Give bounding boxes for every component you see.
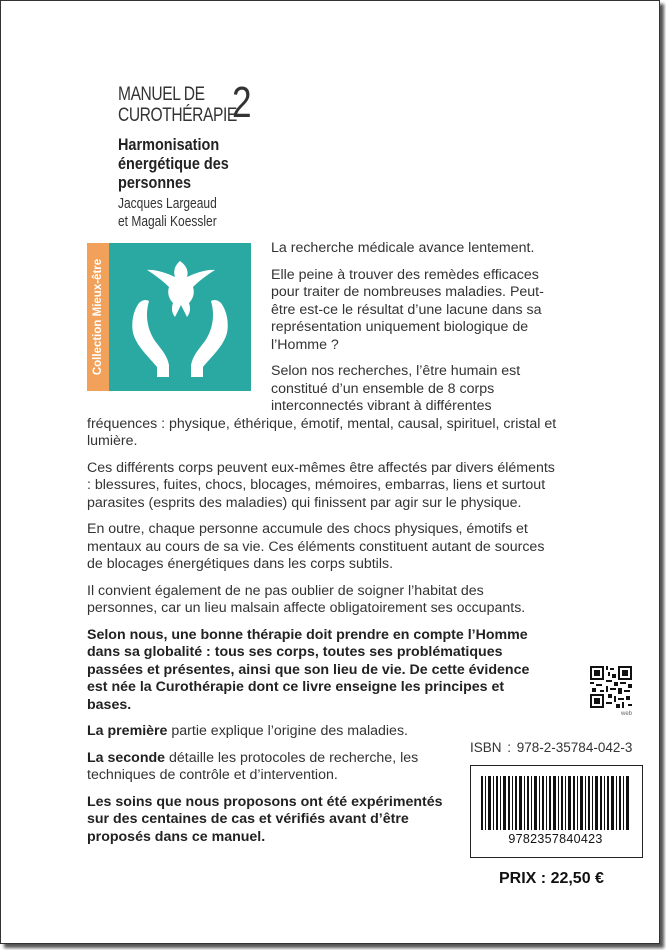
paragraph-bold: Les soins que nous proposons ont été expérimentés sur des centaines de cas et vérifiés avant d’être proposés dans ce manuel. xyxy=(87,793,443,845)
series-title xyxy=(118,84,237,126)
paragraph: Il convient également de ne pas oublier de soigner l’habitat des personnes, car un lieu malsain affecte obligatoirement ses occupants. xyxy=(87,582,526,616)
series-title-line1: MANUEL DE xyxy=(118,84,205,105)
back-cover-text xyxy=(87,240,557,855)
series-title-line2: CUROTHÉRAPIE xyxy=(118,105,237,126)
isbn: ISBN : 978-2-35784-042-3 xyxy=(470,740,633,755)
authors xyxy=(118,195,217,231)
barcode-number: 9782357840423 xyxy=(508,832,603,846)
paragraph: Selon nos recherches, l’être humain est constitué d’un ensemble de 8 corps interconnectés vibrant à différentes xyxy=(271,363,521,414)
qr-web-label: web xyxy=(621,711,633,717)
qr-code[interactable] xyxy=(590,666,632,708)
paragraph-bold: Selon nous, une bonne thérapie doit prendre en compte l’Homme dans sa globalité : tous ses corps, toutes ses problématiques passées et présentes, ainsi que son lieu de vie. De cette évidence est née la Curothérapie dont ce livre enseigne les principes et bases. xyxy=(87,626,530,713)
paragraph xyxy=(87,723,457,741)
part-two-label: La seconde xyxy=(87,749,166,766)
author-line2: et Magali Koessler xyxy=(118,213,217,230)
book-subtitle: Harmonisation énergétique des personnes xyxy=(118,135,229,192)
paragraph: La recherche médicale avance lentement. xyxy=(271,240,535,256)
author-line1: Jacques Largeaud xyxy=(118,195,217,212)
price: PRIX : 22,50 € xyxy=(499,870,604,887)
collection-label: Collection Mieux-être xyxy=(92,258,104,376)
paragraph xyxy=(87,750,457,785)
part-two-text: détaille les protocoles de recherche, les techniques de contrôle et d’intervention. xyxy=(87,749,419,783)
paragraph: En outre, chaque personne accumule des chocs physiques, émotifs et mentaux au cours de sa vie. Ces éléments constituent autant de sources de blocages énergétiques dans les corps subtils. xyxy=(87,521,545,572)
part-one-label: La première xyxy=(87,723,168,739)
barcode xyxy=(481,776,629,830)
paragraph: fréquences : physique, éthérique, émotif, mental, causal, spirituel, cristal et lumière. xyxy=(87,415,557,449)
paragraph: Ces différents corps peuvent eux-mêmes être affectés par divers éléments : blessures, fuites, chocs, blocages, mémoires, embarras, liens et surtout parasites (esprits des maladies) qui finissent par agir sur le physique. xyxy=(87,459,555,511)
volume-number: 2 xyxy=(232,78,252,127)
part-one-text: partie explique l’origine des maladies. xyxy=(167,723,408,739)
paragraph: Elle peine à trouver des remèdes efficaces pour traiter de nombreuses maladies. Peut-être est-ce le résultat d’une lacune dans sa représentation uniquement biologique de l’Homme ? xyxy=(271,266,544,353)
